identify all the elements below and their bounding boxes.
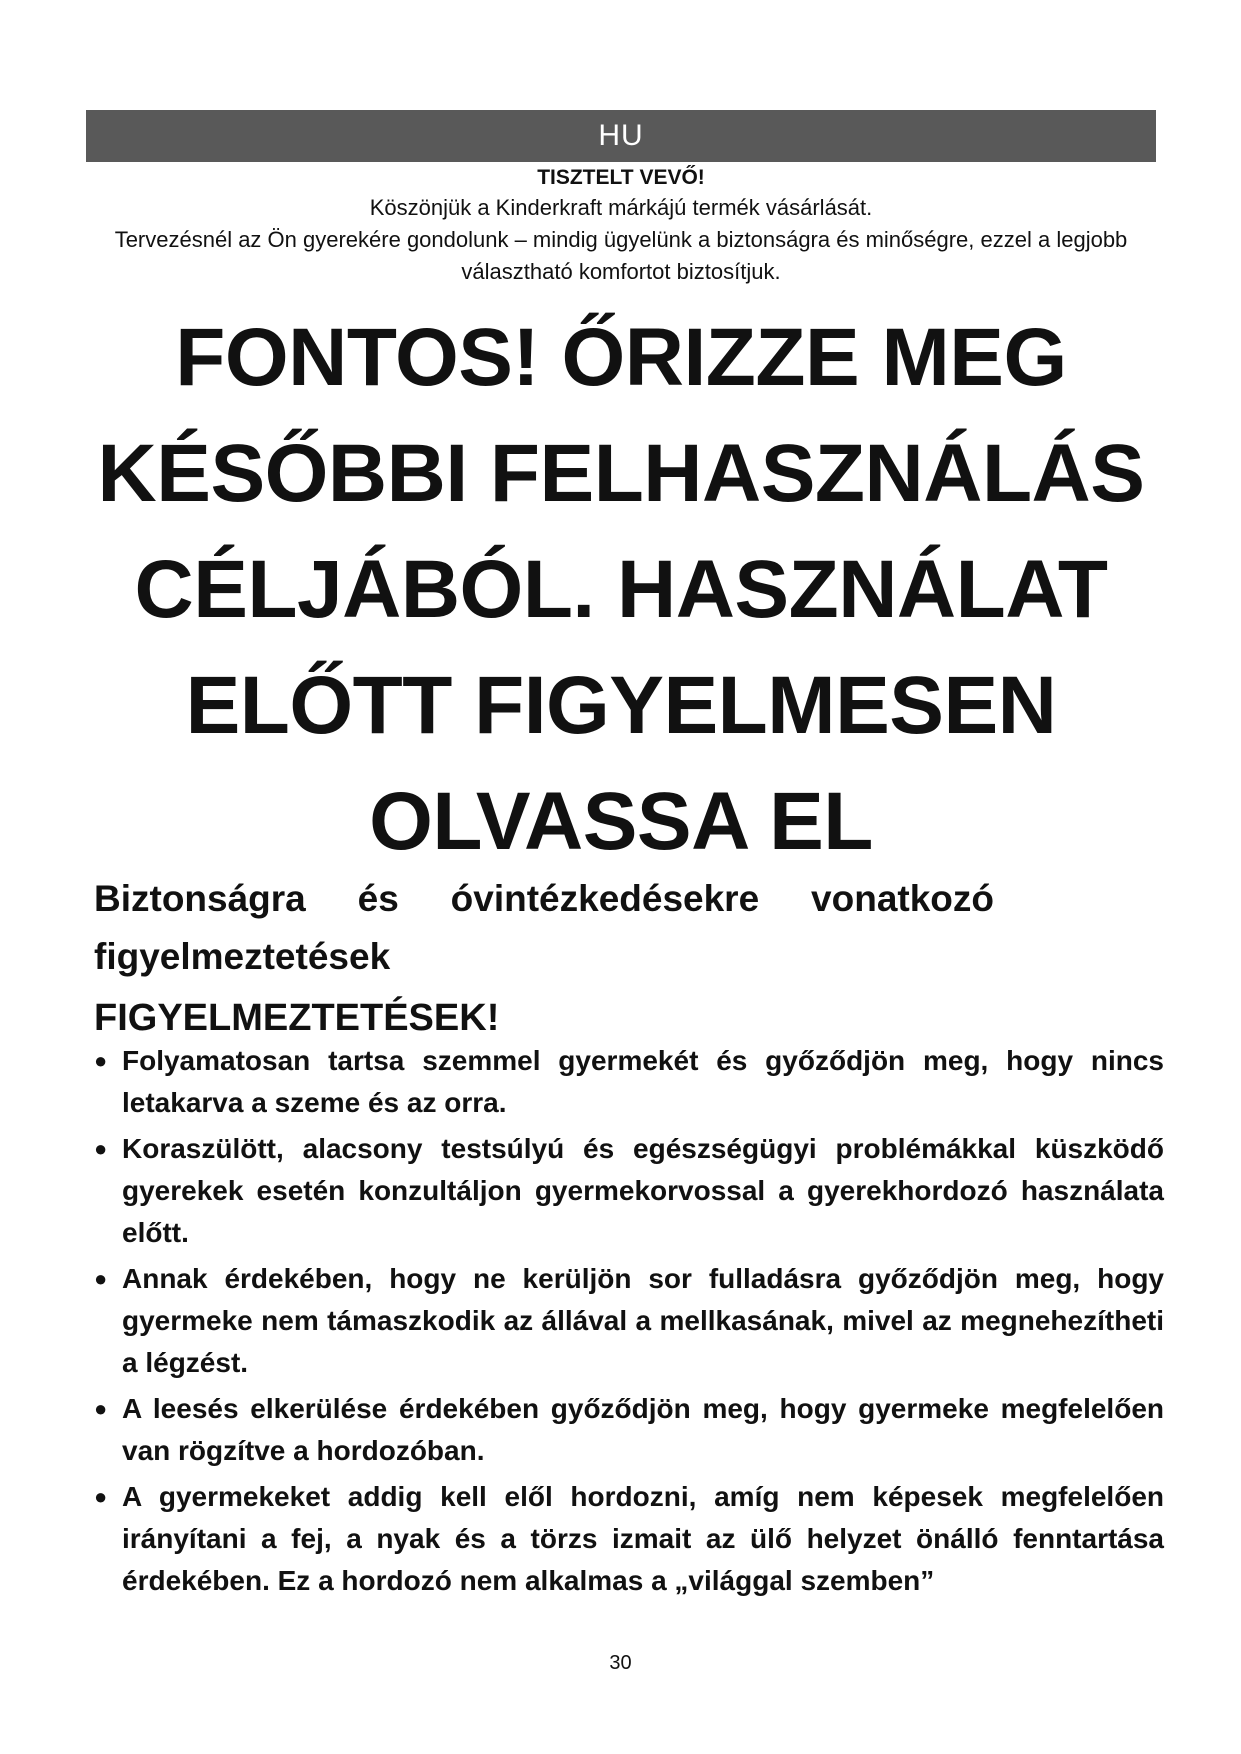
greeting-block: [86, 164, 1156, 288]
warnings-heading: FIGYELMEZTETÉSEK!: [94, 997, 500, 1039]
warning-item: [94, 1476, 1164, 1602]
warning-text: A leesés elkerülése érdekében győződjön meg, hogy gyermeke megfelelően van rögzítve a hordozóban.: [122, 1393, 1164, 1466]
bullet-icon: ●: [94, 1396, 108, 1421]
language-code: HU: [598, 119, 644, 152]
safety-section-title: Biztonságra és óvintézkedésekre vonatkozó figyelmeztetések: [94, 878, 994, 977]
greeting-commitment: Tervezésnél az Ön gyerekére gondolunk – mindig ügyelünk a biztonságra és minőségre, ezzel a legjobb választható komfortot biztosítjuk.: [114, 227, 1128, 284]
warning-item: [94, 1040, 1164, 1124]
warning-item: [94, 1388, 1164, 1472]
greeting-thanks: Köszönjük a Kinderkraft márkájú termék vásárlását.: [369, 195, 873, 220]
bullet-icon: ●: [94, 1048, 108, 1073]
page-number: 30: [609, 1652, 632, 1674]
warning-text: A gyermekeket addig kell elől hordozni, amíg nem képesek megfelelően irányítani a fej, a nyak és a törzs izmait az ülő helyzet önálló fenntartása érdekében. Ez a hordozó nem alkalmas a „világgal szemben”: [122, 1481, 1164, 1596]
bullet-icon: ●: [94, 1266, 108, 1291]
bullet-icon: ●: [94, 1484, 108, 1509]
warning-text: Folyamatosan tartsa szemmel gyermekét és győződjön meg, hogy nincs letakarva a szeme és az orra.: [122, 1045, 1164, 1118]
warning-text: Koraszülött, alacsony testsúlyú és egészségügyi problémákkal küszködő gyerekek esetén konzultáljon gyermekorvossal a gyerekhordozó használata előtt.: [122, 1133, 1164, 1248]
warning-item: [94, 1128, 1164, 1254]
language-header-bar: [86, 110, 1156, 162]
greeting-title: TISZTELT VEVŐ!: [537, 166, 705, 189]
important-notice: FONTOS! ŐRIZZE MEG KÉSŐBBI FELHASZNÁLÁS CÉLJÁBÓL. HASZNÁLAT ELŐTT FIGYELMESEN OLVASSA EL: [97, 312, 1145, 867]
warning-item: [94, 1258, 1164, 1384]
warning-text: Annak érdekében, hogy ne kerüljön sor fulladásra győződjön meg, hogy gyermeke nem támaszkodik az állával a mellkasának, mivel az megnehezítheti a légzést.: [122, 1263, 1164, 1378]
warning-list: [94, 1040, 1164, 1606]
bullet-icon: ●: [94, 1136, 108, 1161]
